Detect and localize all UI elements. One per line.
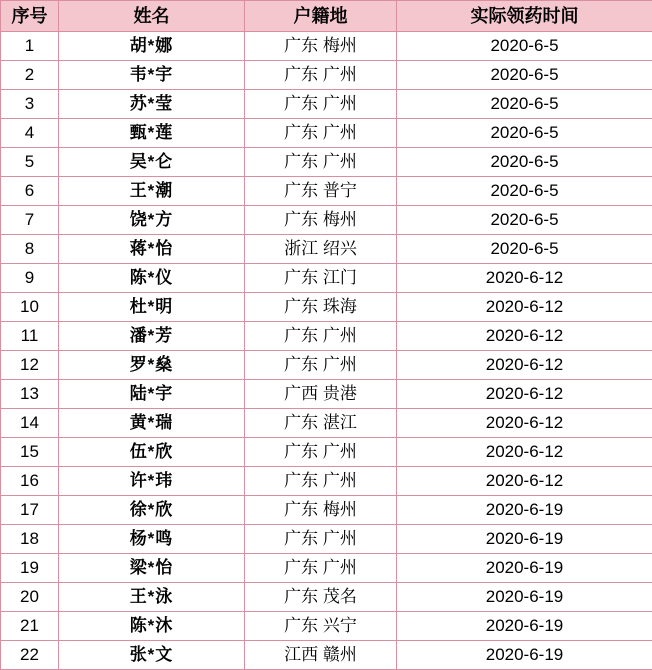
cell-name: 罗*燊 [59, 351, 245, 380]
column-header-name: 姓名 [59, 1, 245, 32]
cell-origin: 广东 茂名 [245, 583, 397, 612]
table-row [1, 612, 652, 641]
cell-name: 梁*怡 [59, 554, 245, 583]
cell-name: 黄*瑞 [59, 409, 245, 438]
cell-origin: 广东 广州 [245, 438, 397, 467]
cell-index: 15 [1, 438, 59, 467]
cell-date: 2020-6-12 [397, 351, 652, 380]
cell-origin: 广东 湛江 [245, 409, 397, 438]
column-header-date: 实际领药时间 [397, 1, 652, 32]
table-row [1, 177, 652, 206]
cell-index: 5 [1, 148, 59, 177]
cell-date: 2020-6-5 [397, 61, 652, 90]
cell-index: 13 [1, 380, 59, 409]
cell-index: 7 [1, 206, 59, 235]
cell-date: 2020-6-5 [397, 90, 652, 119]
cell-date: 2020-6-5 [397, 206, 652, 235]
cell-date: 2020-6-5 [397, 235, 652, 264]
cell-date: 2020-6-19 [397, 496, 652, 525]
cell-origin: 广东 兴宁 [245, 612, 397, 641]
cell-origin: 广东 广州 [245, 90, 397, 119]
cell-name: 杨*鸣 [59, 525, 245, 554]
table-header-row [1, 1, 652, 32]
table-row [1, 641, 652, 670]
cell-index: 4 [1, 119, 59, 148]
cell-index: 6 [1, 177, 59, 206]
cell-date: 2020-6-19 [397, 641, 652, 670]
cell-index: 8 [1, 235, 59, 264]
column-header-origin: 户籍地 [245, 1, 397, 32]
cell-index: 12 [1, 351, 59, 380]
cell-origin: 广东 广州 [245, 467, 397, 496]
cell-index: 19 [1, 554, 59, 583]
cell-date: 2020-6-12 [397, 322, 652, 351]
cell-name: 苏*莹 [59, 90, 245, 119]
cell-date: 2020-6-12 [397, 438, 652, 467]
cell-name: 徐*欣 [59, 496, 245, 525]
table-row [1, 61, 652, 90]
table-row [1, 90, 652, 119]
cell-date: 2020-6-12 [397, 409, 652, 438]
cell-origin: 广东 梅州 [245, 206, 397, 235]
cell-origin: 广东 广州 [245, 322, 397, 351]
cell-name: 陈*仪 [59, 264, 245, 293]
table-row [1, 496, 652, 525]
table-row [1, 32, 652, 61]
column-header-index: 序号 [1, 1, 59, 32]
cell-name: 王*潮 [59, 177, 245, 206]
cell-name: 许*玮 [59, 467, 245, 496]
cell-name: 蒋*怡 [59, 235, 245, 264]
table-row [1, 235, 652, 264]
cell-origin: 江西 赣州 [245, 641, 397, 670]
cell-date: 2020-6-12 [397, 467, 652, 496]
cell-date: 2020-6-5 [397, 148, 652, 177]
table-row [1, 322, 652, 351]
cell-date: 2020-6-19 [397, 612, 652, 641]
cell-name: 杜*明 [59, 293, 245, 322]
cell-name: 韦*宇 [59, 61, 245, 90]
cell-index: 18 [1, 525, 59, 554]
cell-origin: 广东 梅州 [245, 496, 397, 525]
cell-name: 潘*芳 [59, 322, 245, 351]
cell-date: 2020-6-5 [397, 119, 652, 148]
cell-index: 3 [1, 90, 59, 119]
table-row [1, 525, 652, 554]
cell-origin: 广东 梅州 [245, 32, 397, 61]
cell-index: 17 [1, 496, 59, 525]
cell-date: 2020-6-12 [397, 293, 652, 322]
table-row [1, 438, 652, 467]
cell-date: 2020-6-5 [397, 32, 652, 61]
cell-index: 10 [1, 293, 59, 322]
cell-index: 20 [1, 583, 59, 612]
cell-index: 11 [1, 322, 59, 351]
table-row [1, 409, 652, 438]
cell-index: 2 [1, 61, 59, 90]
table-row [1, 467, 652, 496]
cell-date: 2020-6-5 [397, 177, 652, 206]
cell-index: 1 [1, 32, 59, 61]
table-row [1, 351, 652, 380]
cell-name: 胡*娜 [59, 32, 245, 61]
table-header [1, 1, 652, 32]
table-row [1, 583, 652, 612]
table-row [1, 264, 652, 293]
cell-name: 陆*宇 [59, 380, 245, 409]
cell-origin: 广东 广州 [245, 554, 397, 583]
cell-index: 22 [1, 641, 59, 670]
cell-origin: 广东 广州 [245, 351, 397, 380]
cell-origin: 广东 珠海 [245, 293, 397, 322]
cell-index: 16 [1, 467, 59, 496]
table-row [1, 148, 652, 177]
cell-date: 2020-6-19 [397, 554, 652, 583]
table-row [1, 380, 652, 409]
cell-index: 21 [1, 612, 59, 641]
cell-name: 张*文 [59, 641, 245, 670]
table-row [1, 293, 652, 322]
cell-date: 2020-6-19 [397, 583, 652, 612]
cell-name: 伍*欣 [59, 438, 245, 467]
cell-origin: 广西 贵港 [245, 380, 397, 409]
cell-date: 2020-6-12 [397, 380, 652, 409]
cell-origin: 广东 普宁 [245, 177, 397, 206]
cell-origin: 浙江 绍兴 [245, 235, 397, 264]
cell-origin: 广东 广州 [245, 148, 397, 177]
table-row [1, 554, 652, 583]
cell-name: 吴*仑 [59, 148, 245, 177]
table-body [1, 32, 652, 670]
cell-name: 陈*沐 [59, 612, 245, 641]
table-row [1, 206, 652, 235]
cell-origin: 广东 广州 [245, 119, 397, 148]
table-row [1, 119, 652, 148]
cell-origin: 广东 广州 [245, 61, 397, 90]
cell-origin: 广东 江门 [245, 264, 397, 293]
cell-index: 9 [1, 264, 59, 293]
cell-name: 饶*方 [59, 206, 245, 235]
cell-name: 甄*莲 [59, 119, 245, 148]
cell-origin: 广东 广州 [245, 525, 397, 554]
cell-date: 2020-6-12 [397, 264, 652, 293]
cell-index: 14 [1, 409, 59, 438]
cell-date: 2020-6-19 [397, 525, 652, 554]
cell-name: 王*泳 [59, 583, 245, 612]
